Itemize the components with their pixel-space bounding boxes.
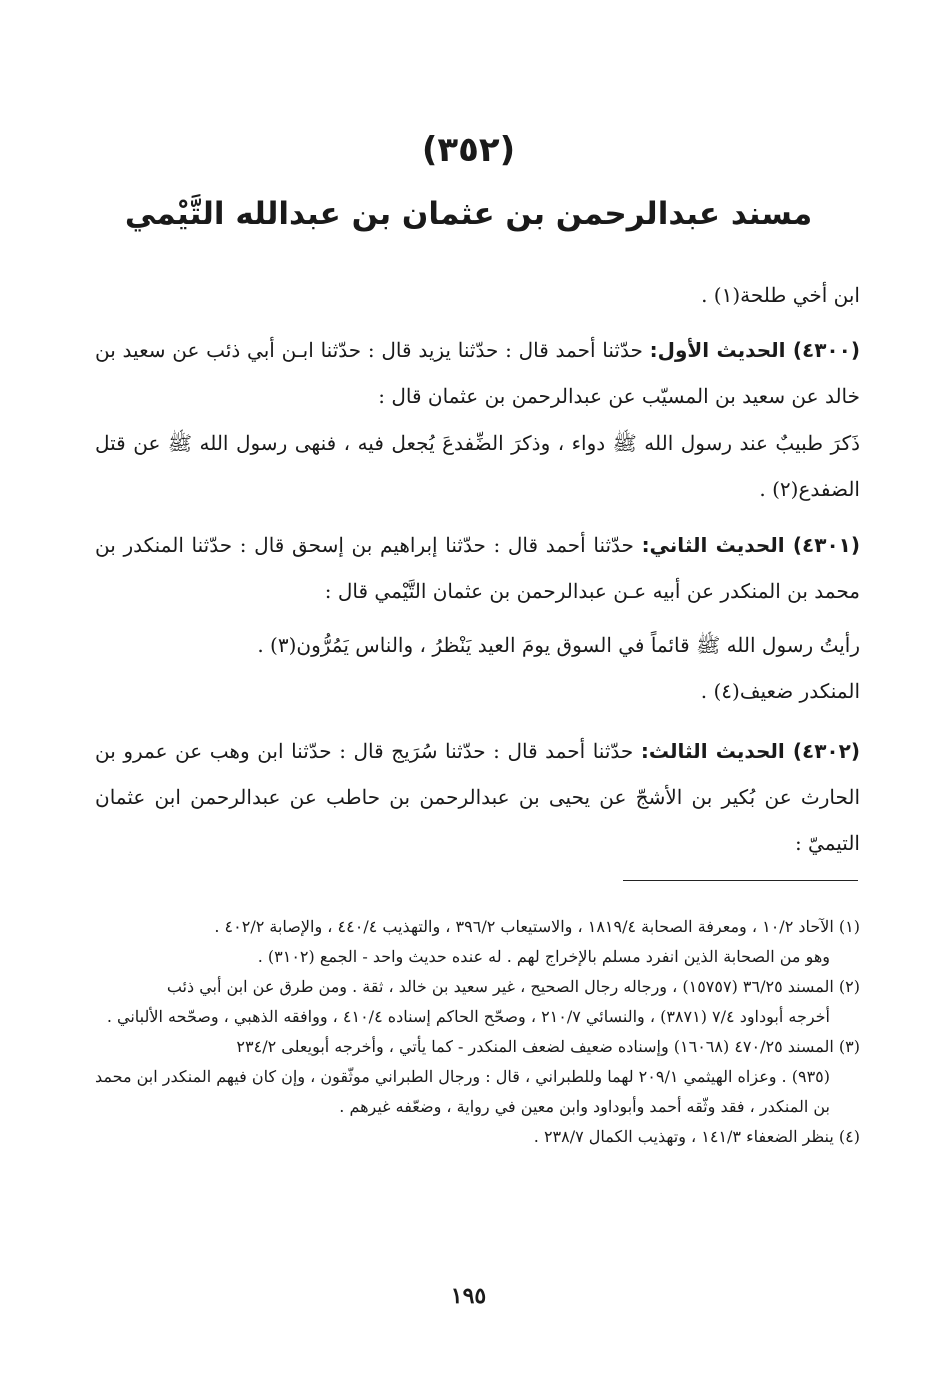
- footnote-divider: [623, 880, 858, 881]
- footnote-3-continued: (٩٣٥) . وعزاه الهيثمي ٢٠٩/١ لهما وللطبراني ، قال : ورجال الطبراني موثّقون ، وإن كان فيهم المنكدر ابن محمد بن المنكدر ، فقد وثّقه أحمد وأبوداود وابن معين في رواية ، وضعّفه غيرهم .: [94, 1067, 830, 1116]
- hadith-4301: [95, 522, 860, 614]
- footnote-4-first: (٤) ينظر الضعفاء ١٤١/٣ ، وتهذيب الكمال ٢٣٨/٧ .: [533, 1127, 860, 1146]
- page-title: مسند عبدالرحمن بن عثمان بن عبدالله التَّيْمي: [124, 196, 813, 232]
- hadith-4300-matn: ذَكرَ طبيبٌ عند رسول الله ﷺ دواء ، وذكرَ الضِّفدعَ يُجعل فيه ، فنهى رسول الله ﷺ عن قتل الضفدع(٢) .: [95, 431, 860, 501]
- footnote-1-first: (١) الآحاد ١٠/٢ ، ومعرفة الصحابة ١٨١٩/٤ ، والاستيعاب ٣٩٦/٢ ، والتهذيب ٤٤٠/٤ ، والإصابة ٤٠٢/٢ .: [214, 917, 860, 936]
- hadith-4301-label: (٤٣٠١) الحديث الثاني:: [641, 533, 860, 557]
- hadith-4300-isnad-text: حدّثنا أحمد قال : حدّثنا يزيد قال : حدّثنا ابـن أبي ذئب عن سعيد بن خالد عن سعيد بن المسيّب عن عبدالرحمن بن عثمان قال :: [95, 338, 860, 408]
- footnote-3: [95, 1032, 860, 1062]
- intro-text: ابن أخي طلحة(١) .: [701, 283, 860, 307]
- footnote-2-continued: أخرجه أبوداود ٧/٤ (٣٨٧١) ، والنسائي ٢١٠/٧ ، وصحّح الحاكم إسناده ٤١٠/٤ ، ووافقه الذهبي ، وصحّحه الألباني .: [106, 1007, 830, 1026]
- hadith-4302-label: (٤٣٠٢) الحديث الثالث:: [640, 739, 860, 763]
- hadith-4301-matn-block: [95, 622, 860, 714]
- footnotes: [95, 912, 860, 1152]
- intro-line: [95, 272, 860, 318]
- footnote-2: [95, 972, 860, 1002]
- footnote-3-first: (٣) المسند ٤٧٠/٢٥ (١٦٠٦٨) وإسناده ضعيف لضعف المنكدر - كما يأتي ، وأخرجه أبويعلى ٢٣٤/٢: [236, 1037, 860, 1056]
- hadith-4302-isnad-text: حدّثنا أحمد قال : حدّثنا سُرَيج قال : حدّثنا ابن وهب عن عمرو بن الحارث عن بُكير بن الأشجّ عن يحيى بن عبدالرحمن بن حاطب عن عبدالرحمن ابن عثمان التيميّ :: [95, 739, 861, 855]
- hadith-4300-label: (٤٣٠٠) الحديث الأول:: [649, 338, 860, 362]
- hadith-4301-matn: رأيتُ رسول الله ﷺ قائماً في السوق يومَ العيد يَنْظرُ ، والناس يَمُرُّون(٣) .: [257, 633, 860, 657]
- hadith-4300: [95, 327, 860, 419]
- hadith-4300-matn-block: [95, 420, 860, 512]
- footnote-1: [95, 912, 860, 942]
- hadith-4302-isnad: [95, 728, 860, 866]
- footnote-4: [95, 1122, 860, 1152]
- hadith-4301-isnad: [95, 522, 860, 614]
- section-number: (٣٥٢): [421, 130, 516, 170]
- hadith-4300-isnad: [95, 327, 860, 419]
- page-number: ١٩٥: [450, 1283, 487, 1309]
- hadith-4301-note: المنكدر ضعيف(٤) .: [700, 679, 860, 703]
- footnote-2-first: (٢) المسند ٣٦/٢٥ (١٥٧٥٧) ، ورجاله رجال الصحيح ، غير سعيد بن خالد ، ثقة . ومن طرق عن ابن أبي ذئب: [166, 977, 860, 996]
- hadith-4301-isnad-text: حدّثنا أحمد قال : حدّثنا إبراهيم بن إسحق قال : حدّثنا المنكدر بن محمد بن المنكدر عن أبيه عـن عبدالرحمن بن عثمان التَّيْمي قال :: [95, 533, 860, 603]
- hadith-4302: [95, 728, 860, 866]
- footnote-1-continued: وهو من الصحابة الذين انفرد مسلم بالإخراج لهم . له عنده حديث واحد - الجمع (٣١٠٢) .: [257, 947, 830, 966]
